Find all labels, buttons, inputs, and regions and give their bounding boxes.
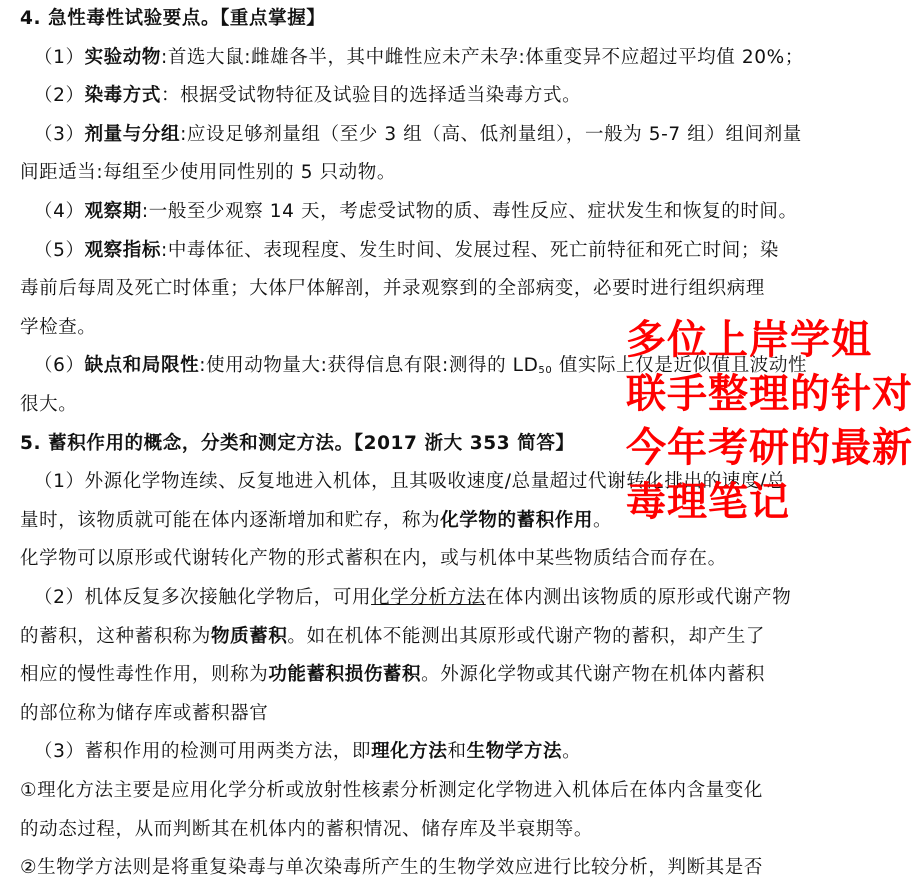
text-segment: :中毒体征、表现程度、发生时间、发展过程、死亡前特征和死亡时间；染 <box>160 239 780 261</box>
bold-term: 观察期 <box>84 201 142 222</box>
text-segment: :一般至少观察 14 天，考虑受试物的质、毒性反应、症状发生和恢复的时间。 <box>141 201 798 222</box>
bold-term: 生物学方法 <box>466 741 563 763</box>
text-line <box>34 733 914 770</box>
text-segment: 化学物可以原形或代谢转化产物的形式蓄积在内，或与机体中某些物质结合而存在。 <box>20 548 727 570</box>
text-segment: 间距适当:每组至少使用同性别的 5 只动物。 <box>20 162 396 184</box>
text-line <box>20 618 900 655</box>
text-segment: 。 <box>562 741 582 763</box>
text-segment: （3）蓄积作用的检测可用两类方法，即 <box>34 741 372 763</box>
text-line <box>20 695 900 732</box>
text-line <box>34 116 914 153</box>
text-segment: 很大。 <box>20 394 78 415</box>
text-segment: （1） <box>34 46 85 68</box>
text-line <box>20 154 900 191</box>
text-segment: 量时，该物质就可能在体内逐渐增加和贮存，称为 <box>20 509 441 531</box>
text-line <box>34 39 914 76</box>
text-segment: （2） <box>34 85 85 107</box>
text-segment: （4） <box>34 201 85 222</box>
text-segment: :首选大鼠:雌雄各半，其中雌性应未产未孕:体重变异不应超过平均值 20%； <box>160 46 804 68</box>
text-segment: （5） <box>34 239 85 261</box>
watermark-overlay <box>626 313 912 529</box>
bold-term: 缺点和局限性 <box>84 355 200 377</box>
text-line <box>34 193 914 230</box>
underlined-term: 化学分析方法 <box>371 587 486 608</box>
text-line <box>20 540 900 577</box>
bold-term: 理化方法 <box>371 741 448 763</box>
text-segment: 的部位称为储存库或蓄积器官 <box>20 702 269 724</box>
text-line <box>20 656 900 693</box>
text-segment: 的动态过程，从而判断其在机体内的蓄积情况、储存库及半衰期等。 <box>20 818 594 840</box>
bold-term: 物质蓄积 <box>211 625 288 647</box>
watermark-line: 联手整理的针对 <box>626 371 913 417</box>
text-segment: 值实际上仅是近似值且波动性 <box>552 355 808 377</box>
watermark-line: 今年考研的最新 <box>626 425 913 471</box>
text-segment: 相应的慢性毒性作用，则称为 <box>20 664 269 686</box>
text-line <box>20 849 900 886</box>
text-segment: （3） <box>34 123 85 145</box>
text-segment: 。外源化学物或其代谢产物在机体内蓄积 <box>421 664 765 686</box>
bold-term: 染毒方式 <box>84 85 161 107</box>
text-line <box>34 77 914 114</box>
text-segment: :使用动物量大:获得信息有限:测得的 LD <box>199 355 539 377</box>
text-segment: （6） <box>34 355 85 377</box>
text-segment: 学检查。 <box>20 316 97 338</box>
bold-term: 实验动物 <box>84 46 161 68</box>
bold-term: 功能蓄积损伤蓄积 <box>268 664 422 686</box>
text-segment: 。如在机体不能测出其原形或代谢产物的蓄积，却产生了 <box>287 625 765 647</box>
text-segment: 和 <box>447 741 467 763</box>
text-line <box>20 772 900 809</box>
text-segment: 。 <box>593 509 613 531</box>
text-segment: 毒前后每周及死亡时体重；大体尸体解剖，并录观察到的全部病变，必要时进行组织病理 <box>20 278 765 300</box>
watermark-line: 毒理笔记 <box>626 479 790 525</box>
text-segment: :应设足够剂量组（至少 3 组（高、低剂量组），一般为 5-7 组）组间剂量 <box>180 123 802 145</box>
text-segment: ①理化方法主要是应用化学分析或放射性核素分析测定化学物进入机体后在体内含量变化 <box>20 780 763 801</box>
text-segment: （2）机体反复多次接触化学物后，可用 <box>34 587 372 608</box>
subscript: 50 <box>538 365 553 377</box>
text-segment: （1）外源化学物连续、反复地进入机体，且其吸收速度/总量超过代谢转化排出的速度/总 <box>34 471 786 493</box>
text-line <box>34 579 914 616</box>
text-line <box>20 811 900 848</box>
text-line <box>20 0 900 37</box>
watermark-line: 多位上岸学姐 <box>626 317 872 363</box>
bold-term: 化学物的蓄积作用 <box>440 509 594 531</box>
text-segment: 在体内测出该物质的原形或代谢产物 <box>485 587 792 608</box>
text-line <box>34 232 914 269</box>
text-line <box>20 270 900 307</box>
bold-term: 5. 蓄积作用的概念，分类和测定方法。【2017 浙大 353 简答】 <box>20 432 575 454</box>
bold-term: 4. 急性毒性试验要点。【重点掌握】 <box>20 8 326 29</box>
text-segment: ②生物学方法则是将重复染毒与单次染毒所产生的生物学效应进行比较分析，判断其是否 <box>20 857 763 879</box>
text-segment: ：根据受试物特征及试验目的选择适当染毒方式。 <box>160 85 582 107</box>
bold-term: 观察指标 <box>84 239 161 261</box>
bold-term: 剂量与分组 <box>84 123 181 145</box>
text-segment: 的蓄积，这种蓄积称为 <box>20 625 212 647</box>
